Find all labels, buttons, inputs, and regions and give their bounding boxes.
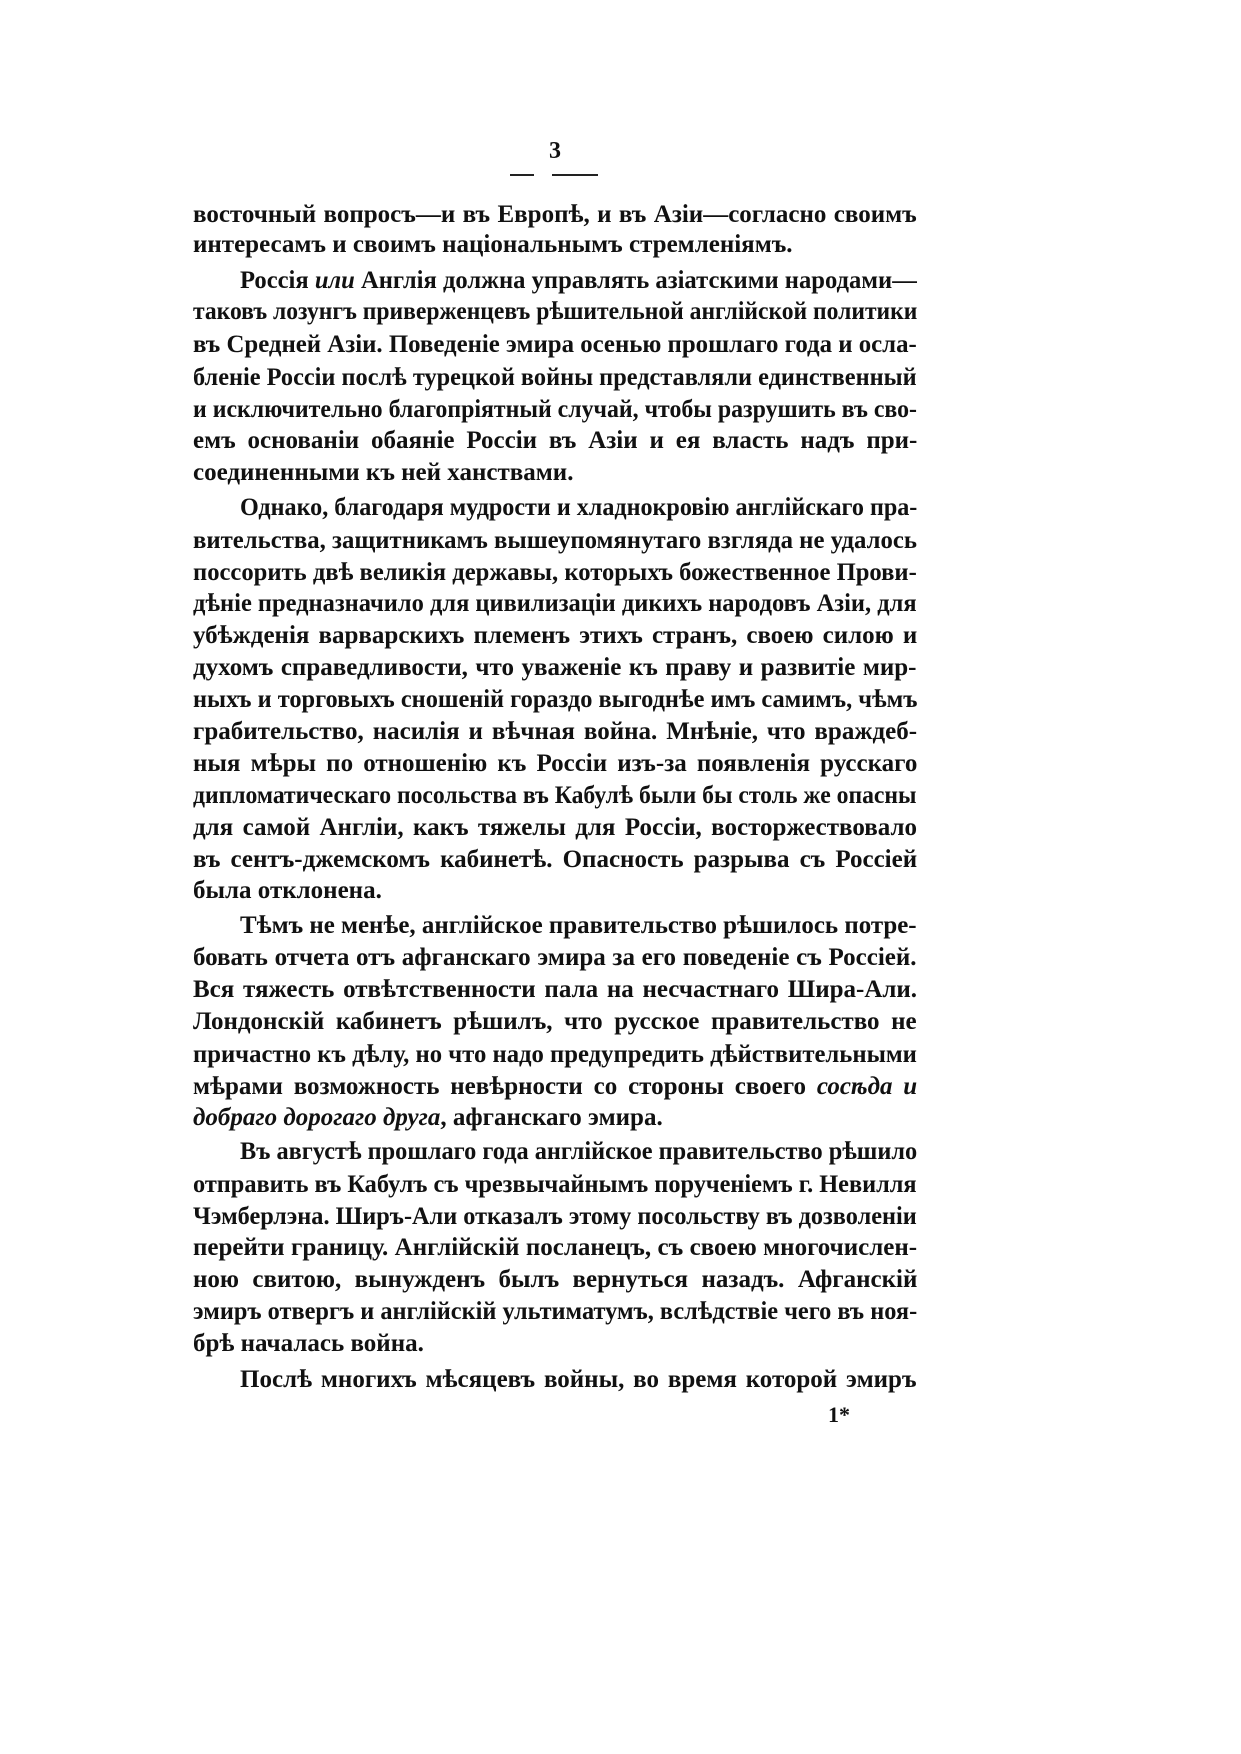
text-line: бовать отчета отъ афганскаго эмира за его поведеніе съ Россіей. [193, 944, 917, 971]
text-line: духомъ справедливости, что уваженіе къ праву и развитіе мир- [193, 654, 917, 681]
text-line: причастно къ дѣлу, но что надо предупредить дѣйствительными [193, 1041, 917, 1068]
text-line: восточный вопросъ—и въ Европѣ, и въ Азіи—согласно своимъ [193, 201, 917, 228]
text-line: емъ основаніи обаяніе Россіи въ Азіи и ея власть надъ при- [193, 427, 918, 454]
page-number: 3 [549, 138, 561, 164]
text-line: дипломатическаго посольства въ Кабулѣ были бы столь же опасны [193, 782, 917, 809]
text-line: въ сентъ-джемскомъ кабинетѣ. Опасность разрыва съ Россіей [193, 846, 918, 873]
text-line: брѣ началась война. [193, 1330, 424, 1357]
text-line: ныя мѣры по отношенію къ Россіи изъ-за появленія русскаго [193, 750, 918, 777]
text-line: Тѣмъ не менѣе, англійское правительство рѣшилось потре- [240, 912, 917, 939]
text-line: грабительство, насилія и вѣчная война. Мнѣніе, что враждеб- [193, 718, 918, 745]
text-line: ною свитою, вынужденъ былъ вернуться назадъ. Афганскій [193, 1266, 918, 1293]
text-line: Россія или Англія должна управлять азіатскими народами— [240, 267, 917, 294]
text-line: въ Средней Азіи. Поведеніе эмира осенью прошлаго года и осла- [193, 331, 917, 358]
text-line: Въ августѣ прошлаго года англійское правительство рѣшило [240, 1138, 918, 1165]
text-line: была отклонена. [193, 877, 382, 904]
header-rule-left [510, 174, 534, 176]
text-line: убѣжденія варварскихъ племенъ этихъ странъ, своею силою и [193, 622, 918, 649]
italic-emphasis: или [314, 267, 355, 294]
text-line: интересамъ и своимъ національнымъ стремленіямъ. [193, 231, 793, 258]
text-line: Лондонскій кабинетъ рѣшилъ, что русское правительство не [193, 1008, 917, 1035]
text-line: вительства, защитникамъ вышеупомянутаго взгляда не удалось [193, 527, 917, 554]
text-line: дѣніе предназначило для цивилизаціи дикихъ народовъ Азіи, для [193, 590, 917, 617]
text-line: Чэмберлэна. Ширъ-Али отказалъ этому посольству въ дозволеніи [193, 1203, 917, 1230]
text-line: Однако, благодаря мудрости и хладнокровію англійскаго пра- [240, 494, 918, 521]
text-line: отправить въ Кабулъ съ чрезвычайнымъ порученіемъ г. Невилля [193, 1171, 917, 1198]
text-line: для самой Англіи, какъ тяжелы для Россіи, восторжествовало [193, 814, 917, 841]
signature-mark: 1* [828, 1402, 850, 1427]
text-line: мѣрами возможность невѣрности со стороны своего сосѣда и [193, 1073, 918, 1100]
header-rule-right [552, 174, 598, 176]
text-line: Вся тяжесть отвѣтственности пала на несчастнаго Шира-Али. [193, 976, 918, 1003]
text-line: соединенными къ ней ханствами. [193, 459, 574, 486]
text-line: ныхъ и торговыхъ сношеній гораздо выгоднѣе имъ самимъ, чѣмъ [193, 686, 918, 713]
italic-emphasis: добраго дорогаго друга [193, 1104, 441, 1131]
text-line: таковъ лозунгъ приверженцевъ рѣшительной англійской политики [193, 298, 918, 325]
italic-emphasis: сосѣда и [816, 1073, 918, 1100]
text-line: поссорить двѣ великія державы, которыхъ божественное Прови- [193, 559, 917, 586]
text-line: добраго дорогаго друга, афганскаго эмира. [193, 1104, 663, 1131]
text-line: эмиръ отвергъ и англійскій ультиматумъ, вслѣдствіе чего въ ноя- [193, 1298, 918, 1325]
text-line: бленіе Россіи послѣ турецкой войны представляли единственный [193, 364, 917, 391]
text-line: перейти границу. Англійскій посланецъ, съ своею многочислен- [193, 1234, 918, 1261]
text-line: и исключительно благопріятный случай, чтобы разрушить въ сво- [193, 396, 917, 423]
text-line: Послѣ многихъ мѣсяцевъ войны, во время которой эмиръ [240, 1366, 917, 1393]
